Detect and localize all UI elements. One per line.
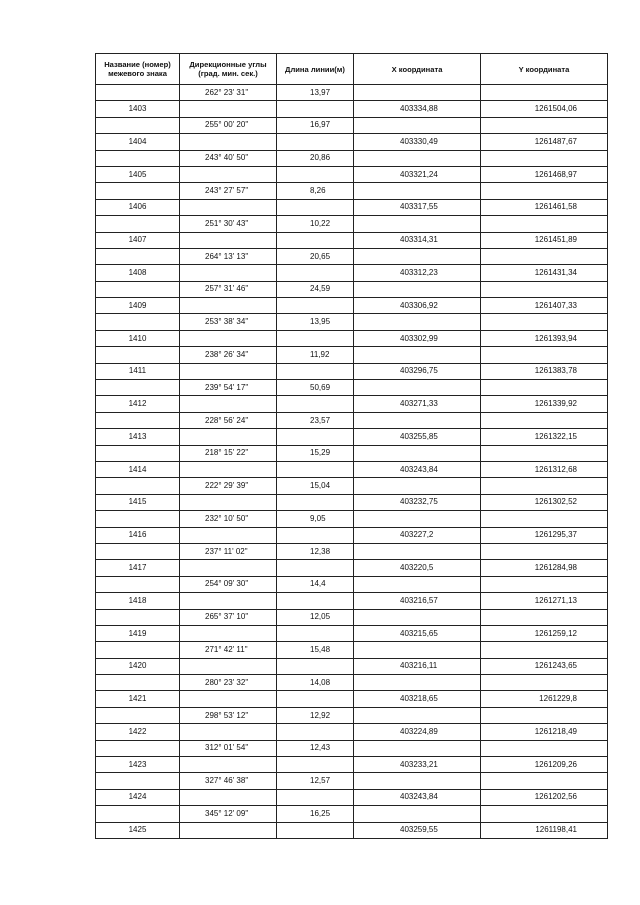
x-coordinate: 403312,23 bbox=[354, 265, 481, 281]
x-coordinate: 403216,11 bbox=[354, 658, 481, 674]
line-length: 12,05 bbox=[277, 609, 354, 625]
direction-angle: 238° 26' 34" bbox=[180, 347, 277, 363]
y-coordinate: 1261271,13 bbox=[481, 593, 608, 609]
segment-row bbox=[96, 609, 608, 625]
segment-row bbox=[96, 806, 608, 822]
marker-name: 1411 bbox=[96, 363, 180, 379]
direction-angle: 254° 09' 30" bbox=[180, 576, 277, 592]
point-row bbox=[96, 298, 608, 314]
direction-angle: 265° 37' 10" bbox=[180, 609, 277, 625]
direction-angle: 251° 30' 43" bbox=[180, 216, 277, 232]
line-length: 16,97 bbox=[277, 117, 354, 133]
y-coordinate: 1261218,49 bbox=[481, 724, 608, 740]
marker-name: 1410 bbox=[96, 330, 180, 346]
x-coordinate: 403314,31 bbox=[354, 232, 481, 248]
header-marker-name: Название (номер) межевого знака bbox=[96, 54, 180, 85]
segment-row bbox=[96, 183, 608, 199]
direction-angle: 237° 11' 02" bbox=[180, 543, 277, 559]
point-row bbox=[96, 494, 608, 510]
y-coordinate: 1261229,8 bbox=[481, 691, 608, 707]
point-row bbox=[96, 625, 608, 641]
x-coordinate: 403296,75 bbox=[354, 363, 481, 379]
segment-row bbox=[96, 412, 608, 428]
segment-row bbox=[96, 281, 608, 297]
direction-angle: 312° 01' 54" bbox=[180, 740, 277, 756]
x-coordinate: 403227,2 bbox=[354, 527, 481, 543]
line-length: 20,86 bbox=[277, 150, 354, 166]
marker-name: 1407 bbox=[96, 232, 180, 248]
segment-row bbox=[96, 347, 608, 363]
segment-row bbox=[96, 314, 608, 330]
point-row bbox=[96, 461, 608, 477]
marker-name: 1408 bbox=[96, 265, 180, 281]
point-row bbox=[96, 232, 608, 248]
segment-row bbox=[96, 445, 608, 461]
x-coordinate: 403224,89 bbox=[354, 724, 481, 740]
point-row bbox=[96, 101, 608, 117]
marker-name: 1403 bbox=[96, 101, 180, 117]
segment-row bbox=[96, 85, 608, 101]
point-row bbox=[96, 330, 608, 346]
x-coordinate: 403255,85 bbox=[354, 429, 481, 445]
table-header-row bbox=[96, 54, 608, 85]
direction-angle: 345° 12' 09" bbox=[180, 806, 277, 822]
point-row bbox=[96, 757, 608, 773]
line-length: 9,05 bbox=[277, 511, 354, 527]
direction-angle: 257° 31' 46" bbox=[180, 281, 277, 297]
point-row bbox=[96, 363, 608, 379]
marker-name: 1417 bbox=[96, 560, 180, 576]
direction-angle: 232° 10' 50" bbox=[180, 511, 277, 527]
line-length: 15,48 bbox=[277, 642, 354, 658]
marker-name: 1412 bbox=[96, 396, 180, 412]
point-row bbox=[96, 822, 608, 838]
marker-name: 1406 bbox=[96, 199, 180, 215]
header-x-coordinate: X координата bbox=[354, 54, 481, 85]
x-coordinate: 403317,55 bbox=[354, 199, 481, 215]
y-coordinate: 1261243,65 bbox=[481, 658, 608, 674]
line-length: 11,92 bbox=[277, 347, 354, 363]
header-direction-angle: Дирекционные углы (град. мин. сек.) bbox=[180, 54, 277, 85]
header-y-coordinate: Y координата bbox=[481, 54, 608, 85]
segment-row bbox=[96, 675, 608, 691]
line-length: 15,04 bbox=[277, 478, 354, 494]
x-coordinate: 403330,49 bbox=[354, 134, 481, 150]
x-coordinate: 403216,57 bbox=[354, 593, 481, 609]
marker-name: 1424 bbox=[96, 789, 180, 805]
y-coordinate: 1261407,33 bbox=[481, 298, 608, 314]
direction-angle: 228° 56' 24" bbox=[180, 412, 277, 428]
point-row bbox=[96, 560, 608, 576]
point-row bbox=[96, 199, 608, 215]
segment-row bbox=[96, 117, 608, 133]
point-row bbox=[96, 658, 608, 674]
direction-angle: 243° 40' 50" bbox=[180, 150, 277, 166]
x-coordinate: 403220,5 bbox=[354, 560, 481, 576]
line-length: 13,95 bbox=[277, 314, 354, 330]
y-coordinate: 1261202,56 bbox=[481, 789, 608, 805]
y-coordinate: 1261302,52 bbox=[481, 494, 608, 510]
x-coordinate: 403243,84 bbox=[354, 461, 481, 477]
x-coordinate: 403306,92 bbox=[354, 298, 481, 314]
y-coordinate: 1261198,41 bbox=[481, 822, 608, 838]
point-row bbox=[96, 593, 608, 609]
x-coordinate: 403218,65 bbox=[354, 691, 481, 707]
marker-name: 1423 bbox=[96, 757, 180, 773]
segment-row bbox=[96, 248, 608, 264]
direction-angle: 327° 46' 38" bbox=[180, 773, 277, 789]
y-coordinate: 1261339,92 bbox=[481, 396, 608, 412]
x-coordinate: 403215,65 bbox=[354, 625, 481, 641]
point-row bbox=[96, 396, 608, 412]
line-length: 16,25 bbox=[277, 806, 354, 822]
direction-angle: 218° 15' 22" bbox=[180, 445, 277, 461]
line-length: 10,22 bbox=[277, 216, 354, 232]
y-coordinate: 1261451,89 bbox=[481, 232, 608, 248]
point-row bbox=[96, 724, 608, 740]
marker-name: 1415 bbox=[96, 494, 180, 510]
direction-angle: 271° 42' 11" bbox=[180, 642, 277, 658]
direction-angle: 239° 54' 17" bbox=[180, 380, 277, 396]
segment-row bbox=[96, 511, 608, 527]
marker-name: 1422 bbox=[96, 724, 180, 740]
line-length: 12,92 bbox=[277, 707, 354, 723]
marker-name: 1416 bbox=[96, 527, 180, 543]
segment-row bbox=[96, 773, 608, 789]
marker-name: 1421 bbox=[96, 691, 180, 707]
y-coordinate: 1261259,12 bbox=[481, 625, 608, 641]
direction-angle: 280° 23' 32" bbox=[180, 675, 277, 691]
point-row bbox=[96, 429, 608, 445]
y-coordinate: 1261468,97 bbox=[481, 166, 608, 182]
direction-angle: 255° 00' 20" bbox=[180, 117, 277, 133]
x-coordinate: 403232,75 bbox=[354, 494, 481, 510]
segment-row bbox=[96, 576, 608, 592]
marker-name: 1413 bbox=[96, 429, 180, 445]
x-coordinate: 403233,21 bbox=[354, 757, 481, 773]
x-coordinate: 403334,88 bbox=[354, 101, 481, 117]
line-length: 24,59 bbox=[277, 281, 354, 297]
direction-angle: 243° 27' 57" bbox=[180, 183, 277, 199]
point-row bbox=[96, 166, 608, 182]
direction-angle: 253° 38' 34" bbox=[180, 314, 277, 330]
marker-name: 1409 bbox=[96, 298, 180, 314]
y-coordinate: 1261431,34 bbox=[481, 265, 608, 281]
marker-name: 1425 bbox=[96, 822, 180, 838]
header-line-length: Длина линии(м) bbox=[277, 54, 354, 85]
marker-name: 1420 bbox=[96, 658, 180, 674]
x-coordinate: 403259,55 bbox=[354, 822, 481, 838]
point-row bbox=[96, 789, 608, 805]
direction-angle: 262° 23' 31" bbox=[180, 85, 277, 101]
y-coordinate: 1261295,37 bbox=[481, 527, 608, 543]
direction-angle: 222° 29' 39" bbox=[180, 478, 277, 494]
line-length: 20,65 bbox=[277, 248, 354, 264]
y-coordinate: 1261461,58 bbox=[481, 199, 608, 215]
line-length: 50,69 bbox=[277, 380, 354, 396]
x-coordinate: 403243,84 bbox=[354, 789, 481, 805]
segment-row bbox=[96, 216, 608, 232]
segment-row bbox=[96, 478, 608, 494]
point-row bbox=[96, 691, 608, 707]
segment-row bbox=[96, 380, 608, 396]
x-coordinate: 403302,99 bbox=[354, 330, 481, 346]
marker-name: 1404 bbox=[96, 134, 180, 150]
coordinates-table bbox=[95, 53, 608, 839]
table-body bbox=[96, 85, 608, 839]
y-coordinate: 1261312,68 bbox=[481, 461, 608, 477]
line-length: 12,43 bbox=[277, 740, 354, 756]
segment-row bbox=[96, 707, 608, 723]
point-row bbox=[96, 527, 608, 543]
segment-row bbox=[96, 543, 608, 559]
line-length: 8,26 bbox=[277, 183, 354, 199]
line-length: 15,29 bbox=[277, 445, 354, 461]
marker-name: 1418 bbox=[96, 593, 180, 609]
y-coordinate: 1261393,94 bbox=[481, 330, 608, 346]
y-coordinate: 1261322,15 bbox=[481, 429, 608, 445]
x-coordinate: 403271,33 bbox=[354, 396, 481, 412]
y-coordinate: 1261284,98 bbox=[481, 560, 608, 576]
point-row bbox=[96, 265, 608, 281]
line-length: 12,57 bbox=[277, 773, 354, 789]
y-coordinate: 1261383,78 bbox=[481, 363, 608, 379]
line-length: 14,4 bbox=[277, 576, 354, 592]
direction-angle: 264° 13' 13" bbox=[180, 248, 277, 264]
line-length: 12,38 bbox=[277, 543, 354, 559]
x-coordinate: 403321,24 bbox=[354, 166, 481, 182]
y-coordinate: 1261209,26 bbox=[481, 757, 608, 773]
line-length: 13,97 bbox=[277, 85, 354, 101]
y-coordinate: 1261504,06 bbox=[481, 101, 608, 117]
line-length: 23,57 bbox=[277, 412, 354, 428]
segment-row bbox=[96, 150, 608, 166]
marker-name: 1414 bbox=[96, 461, 180, 477]
marker-name: 1405 bbox=[96, 166, 180, 182]
marker-name: 1419 bbox=[96, 625, 180, 641]
segment-row bbox=[96, 642, 608, 658]
direction-angle: 298° 53' 12" bbox=[180, 707, 277, 723]
line-length: 14,08 bbox=[277, 675, 354, 691]
boundary-coordinates-sheet bbox=[95, 53, 607, 839]
y-coordinate: 1261487,67 bbox=[481, 134, 608, 150]
segment-row bbox=[96, 740, 608, 756]
point-row bbox=[96, 134, 608, 150]
